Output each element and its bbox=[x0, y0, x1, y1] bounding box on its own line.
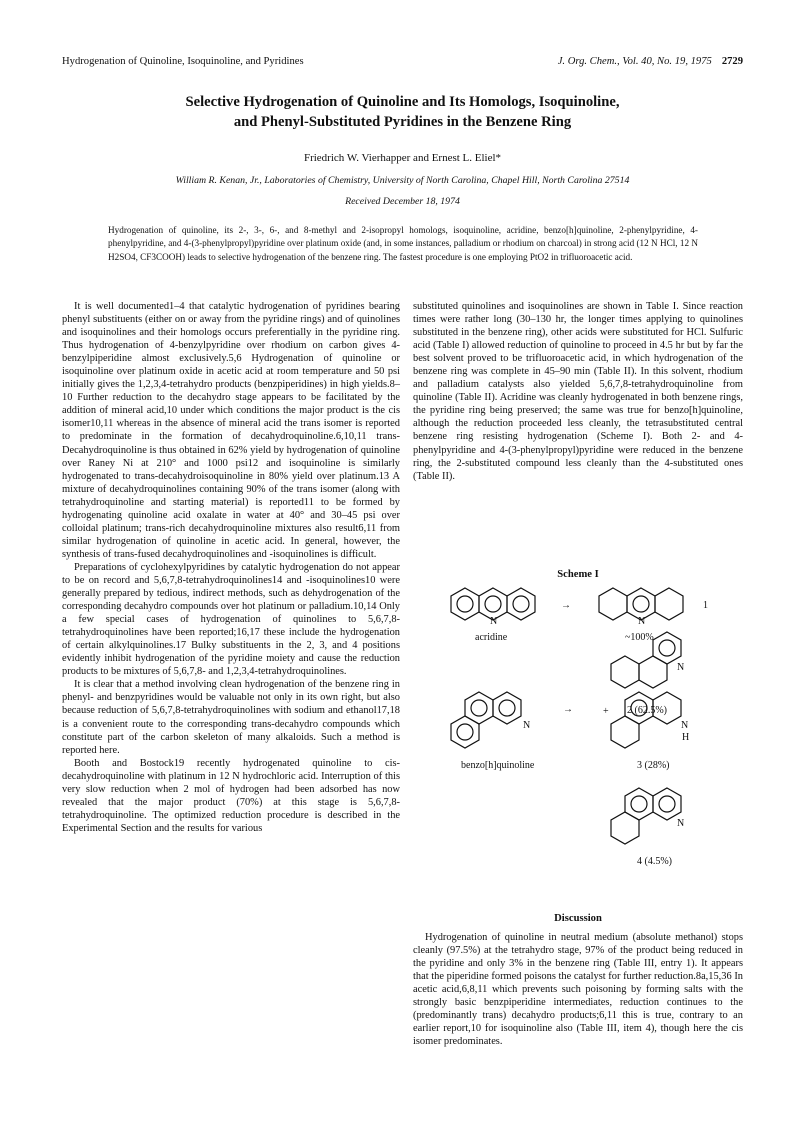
abstract: Hydrogenation of quinoline, its 2-, 3-, 6-, and 8-methyl and 2-isopropyl homologs, isoquinoline, acridine, benzo[h]quinoline, 2-phenylpyridine, 4-phenylpyridine, and 4-(3-phenylpropyl)pyridine over platinum oxide (and, in some instances, palladium or rhodium on charcoal) in strong acid (12 N HCl, 12 N H2SO4, CF3COOH) leads to selective hydrogenation of the benzene ring. The fastest procedure is one employing PtO2 in trifluoroacetic acid. bbox=[108, 225, 698, 262]
atom-label: H bbox=[682, 732, 690, 743]
product-label: 4 (4.5%) bbox=[637, 856, 672, 867]
product-label: 3 (28%) bbox=[637, 760, 670, 771]
compound-label: acridine bbox=[475, 632, 508, 643]
atom-label: N bbox=[677, 662, 685, 673]
product-4-structure bbox=[611, 788, 681, 844]
journal-citation: J. Org. Chem., Vol. 40, No. 19, 1975 2729 bbox=[557, 56, 743, 67]
paragraph: Hydrogenation of quinoline in neutral medium (absolute methanol) stops cleanly (97.5%) at the tetrahydro stage, 97% of the product being reduced in the pyridine and only 3% in the benzene ring (Table III, entry 1). It appears that the piperidine formed poisons the catalyst for further reduction.8a,15,36 In acetic acid,6,8,11 which prevents such poisoning by forming salts with the strongly basic benzpiperidine intermediates, reduction continues to the (predominantly trans) decahydro products;6,11 this is true, contrary to an earlier report,10 for isoquinoline also (Table III, item 4), though here the cis isomer predominates. bbox=[413, 932, 743, 1048]
atom-label: N bbox=[681, 720, 689, 731]
compound-label: benzo[h]quinoline bbox=[461, 760, 535, 771]
page-number: 2729 bbox=[721, 56, 743, 67]
atom-label: N bbox=[677, 818, 685, 829]
section-heading: Discussion bbox=[554, 913, 602, 924]
scheme-diagram bbox=[413, 580, 743, 900]
benzo-h-quinoline-structure bbox=[451, 692, 521, 748]
paragraph: It is well documented1–4 that catalytic hydrogenation of pyridines bearing phenyl substituents (either on or away from the pyridine rings) and of quinolines and isoquinolines and their homologs occurs preferentially in the pyridine ring. Thus hydrogenation of 4-benzylpyridine over rhodium on carbon gives 4-benzylpiperidine almost exclusively.5,6 Hydrogenation of quinoline or isoquinoline over platinum oxide in acetic acid at room temperature and 50 psi initially gives the 1,2,3,4-tetrahydro products (benzpiperidines) in high yields.8–10 Further reduction to the decahydro stage appears to be facilitated by the addition of mineral acid,10 under which conditions the major product is the cis isomer10,11 whereas in the absence of mineral acid the trans isomer is reported to predominate in the formation of decahydroquinoline.6,10,11 trans-Decahydroquinoline is thus obtained in 62% yield by hydrogenation of quinoline over Raney Ni at 210° and 1000 psi12 and isoquinoline is similarly hydrogenated to trans-decahydroisoquinoline in 80% yield over platinum.13 A mixture of decahydroquinolines containing 90% of the trans isomer (along with tetrahydroquinoline and starting material) is reported11 to be formed by hydrogenating quinoline acid oxalate in water at 40° and 30–45 psi over colloidal platinum; trans-rich decahydroquinoline mixtures also result6,11 from similar hydrogenation of quinoline in acetic acid. In general, however, the synthesis of trans-fused decahydroquinolines and -isoquinolines is difficult. bbox=[62, 301, 400, 560]
product-2-label: 2 (62.5%) bbox=[627, 705, 667, 716]
article-title: Selective Hydrogenation of Quinoline and Its Homologs, Isoquinoline, and Phenyl-Substituted Pyridines in the Benzene Ring bbox=[185, 94, 620, 130]
paragraph: Booth and Bostock19 recently hydrogenated quinoline to cis-decahydroquinoline with platinum in 12 N hydrochloric acid. Interruption of this very slow reduction when 2 mol of hydrogen had been adsorbed has now revealed that the major product (70%) at this stage is 5,6,7,8-tetrahydroquinoline. The optimized reduction procedure is described in the Experimental Section and the results for various bbox=[62, 757, 400, 834]
affiliation: William R. Kenan, Jr., Laboratories of Chemistry, University of North Carolina, Chapel Hill, North Carolina 27514 bbox=[175, 175, 630, 186]
received-date: Received December 18, 1974 bbox=[345, 196, 460, 207]
left-column bbox=[62, 300, 400, 835]
reaction-arrow: → bbox=[563, 704, 573, 715]
compound-number: 1 bbox=[703, 600, 708, 611]
running-header bbox=[62, 56, 743, 72]
paragraph: substituted quinolines and isoquinolines are shown in Table I. Since reaction times were rather long (30–130 hr, the longer times applying to quinolines substituted in the benzene ring), other acids were substituted for HCl. Sulfuric acid (Table I) allowed reduction of quinoline to proceed in 4.5 hr but by far the best solvent proved to be trifluoroacetic acid, in which hydrogenation of the benzene ring was complete in 45–90 min (Table II). In this solvent, rhodium and palladium catalysts also yielded 5,6,7,8-tetrahydroquinoline from quinoline (Table II). Acridine was cleanly hydrogenated in both benzene rings, the pyridine ring being preserved; the same was true for benzo[h]quinoline, although the reduction proceeded less cleanly, the tetrasubstituted central benzene ring resisting hydrogenation (Scheme I). Both 2- and 4-phenylpyridine and 4-(3-phenylpropyl)pyridine were reduced in the benzene ring, the 2-substituted compound less cleanly than the 4-substituted ones (Table II). bbox=[413, 301, 743, 482]
discussion-section bbox=[413, 912, 743, 1048]
plus-sign: + bbox=[603, 706, 609, 717]
authors: Friedrich W. Vierhapper and Ernest L. Eliel* bbox=[303, 152, 502, 164]
atom-label: N bbox=[490, 616, 498, 627]
yield-label: ~100% bbox=[625, 632, 654, 643]
atom-label: N bbox=[523, 720, 531, 731]
reaction-arrow: → bbox=[561, 600, 571, 611]
right-column-top bbox=[413, 300, 743, 483]
product-3-structure bbox=[611, 692, 681, 748]
paragraph: It is clear that a method involving clean hydrogenation of the benzene ring in phenyl- and benzpyridines would be valuable not only in its own right, but also because reduction of 5,6,7,8-tetrahydroquinolines with sodium and ethanol17,18 is a convenient route to the corresponding trans-decahydro compounds which constitute part of the carbon skeleton of many alkaloids. Such a method is reported here. bbox=[62, 679, 400, 756]
scheme-title: Scheme I bbox=[557, 569, 599, 580]
paragraph: Preparations of cyclohexylpyridines by catalytic hydrogenation do not appear to be on record and 5,6,7,8-tetrahydroquinolines14 and -isoquinolines10 were generally prepared by tedious, indirect methods, such as dehydrogenation of the corresponding decahydro compounds over hot platinum or palladium.10,14 Only a few special cases of hydrogenation of quinolines to 5,6,7,8-tetrahydroquinolines have been reported;16,17 these include the hydrogenation of certain alkylquinolines.17 Bulky substituents in the 2, 3, and 4 positions evidently inhibit hydrogenation of the pyridine moiety and cause the reduction products to be mixtures of 5,6,7,8- and 1,2,3,4-tetrahydroquinolines. bbox=[62, 561, 400, 678]
atom-label: N bbox=[638, 616, 646, 627]
running-title: Hydrogenation of Quinoline, Isoquinoline, and Pyridines bbox=[62, 56, 304, 67]
